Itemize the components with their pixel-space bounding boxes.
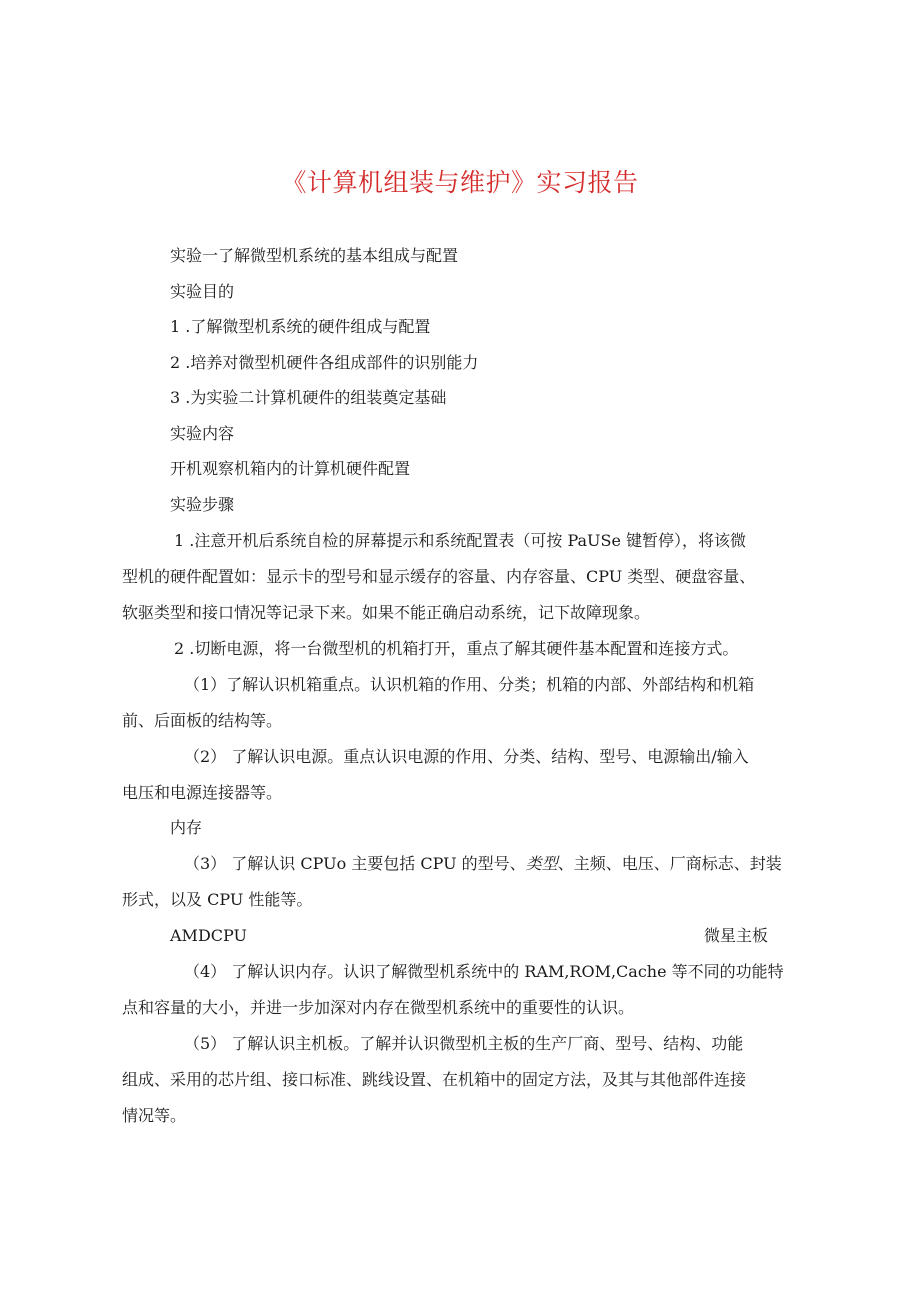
- memory-caption: 内存: [170, 818, 203, 837]
- caption-amdcpu: AMDCPU: [170, 926, 247, 945]
- step1-line3: 软驱类型和接口情况等记录下来。如果不能正确启动系统，记下故障现象。: [122, 603, 651, 622]
- sub4-line2: 点和容量的大小，并进一步加深对内存在微型机系统中的重要性的认识。: [122, 998, 635, 1017]
- sub3-line1-italic: 类型: [525, 854, 558, 873]
- objective-item-3: 3 .为实验二计算机硬件的组装奠定基础: [170, 388, 447, 407]
- sub3-line2: 形式，以及 CPU 性能等。: [122, 890, 313, 909]
- objective-heading: 实验目的: [170, 282, 235, 301]
- content-heading: 实验内容: [170, 424, 235, 443]
- content-text: 开机观察机箱内的计算机硬件配置: [170, 459, 411, 478]
- sub5-line3: 情况等。: [122, 1106, 187, 1125]
- sub5-line1: （5） 了解认识主机板。了解并认识微型机主板的生产厂商、型号、结构、功能: [184, 1034, 744, 1053]
- sub2-line2: 电压和电源连接器等。: [122, 783, 283, 802]
- objective-item-2: 2 .培养对微型机硬件各组成部件的识别能力: [170, 353, 479, 372]
- steps-heading: 实验步骤: [170, 495, 235, 514]
- sub5-line2: 组成、采用的芯片组、接口标准、跳线设置、在机箱中的固定方法，及其与其他部件连接: [122, 1070, 747, 1089]
- caption-motherboard: 微星主板: [703, 926, 768, 945]
- sub3-line1-a: （3） 了解认识 CPUo 主要包括 CPU 的型号、: [184, 854, 526, 873]
- sub2-line1: （2） 了解认识电源。重点认识电源的作用、分类、结构、型号、电源输出/输入: [184, 747, 749, 766]
- sub1-line2: 前、后面板的结构等。: [122, 711, 283, 730]
- step2-line: 2 .切断电源，将一台微型机的机箱打开，重点了解其硬件基本配置和连接方式。: [174, 639, 739, 658]
- step1-line2: 型机的硬件配置如：显示卡的型号和显示缓存的容量、内存容量、CPU 类型、硬盘容量、: [122, 567, 756, 586]
- sub3-line1-b: 、主频、电压、厂商标志、封装: [557, 854, 782, 873]
- sub1-line1: （1）了解认识机箱重点。认识机箱的作用、分类；机箱的内部、外部结构和机箱: [184, 675, 755, 694]
- report-title: 《计算机组装与维护》实习报告: [281, 168, 639, 197]
- sub4-line1: （4） 了解认识内存。认识了解微型机系统中的 RAM,ROM,Cache 等不同的功能特: [184, 962, 784, 981]
- experiment-heading: 实验一了解微型机系统的基本组成与配置: [170, 246, 459, 265]
- objective-item-1: 1 .了解微型机系统的硬件组成与配置: [170, 317, 431, 336]
- step1-line1: 1 .注意开机后系统自检的屏幕提示和系统配置表（可按 PaUSe 键暂停），将该微: [174, 531, 747, 550]
- sub3-line1: [184, 854, 782, 874]
